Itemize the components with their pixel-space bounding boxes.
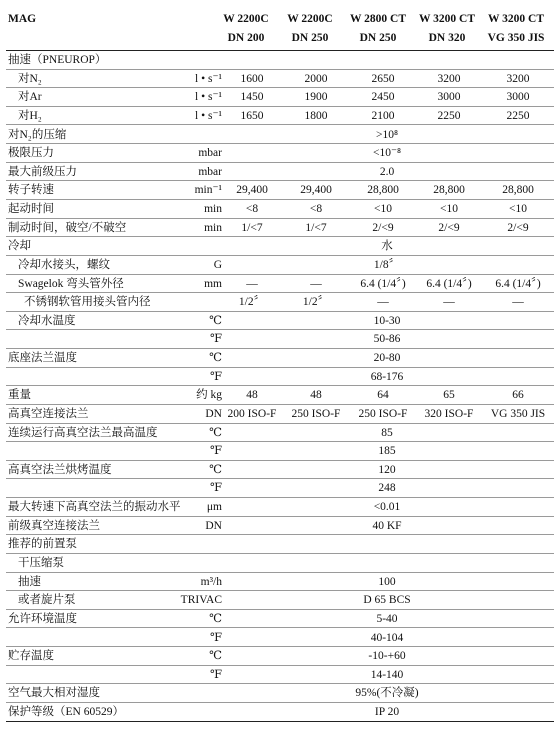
model-header-4: W 3200 CT DN 320 xyxy=(418,13,476,44)
spec-label: 高真空法兰烘烤温度 xyxy=(8,463,112,476)
spec-value-all-models: 248 xyxy=(378,482,396,495)
spec-value-all-models: 水 xyxy=(381,240,393,253)
spec-value-all-models: <10⁻⁸ xyxy=(372,147,402,160)
spec-label: 最大前级压力 xyxy=(8,165,77,178)
spec-unit: ℃ xyxy=(209,352,222,365)
spec-value: 64 xyxy=(377,389,389,402)
spec-row xyxy=(6,237,554,256)
spec-value: 48 xyxy=(246,389,258,402)
spec-value: 6.4 (1/4〞) xyxy=(426,277,472,290)
spec-value-all-models: 68-176 xyxy=(370,370,404,383)
spec-row xyxy=(6,219,554,238)
spec-label: 重量 xyxy=(8,389,31,402)
spec-label: 前级真空连接法兰 xyxy=(8,519,100,532)
spec-value: 1/<7 xyxy=(305,221,327,234)
spec-value: <10 xyxy=(374,203,392,216)
spec-unit: ℃ xyxy=(209,314,222,327)
spec-unit: ℃ xyxy=(209,650,222,663)
spec-value: 28,800 xyxy=(367,184,399,197)
spec-unit: l • s⁻¹ xyxy=(195,109,222,122)
spec-unit: ℉ xyxy=(209,482,222,495)
spec-row xyxy=(6,88,554,107)
spec-value: 1450 xyxy=(240,91,264,104)
spec-row xyxy=(6,293,554,312)
spec-label: 起动时间 xyxy=(8,203,54,216)
spec-value-all-models: <0.01 xyxy=(373,501,401,514)
spec-value: 66 xyxy=(512,389,524,402)
spec-value: 2/<9 xyxy=(372,221,394,234)
spec-value: 28,800 xyxy=(502,184,534,197)
spec-label: 推荐的前置泵 xyxy=(8,538,77,551)
spec-row xyxy=(6,610,554,629)
spec-value: — xyxy=(512,296,524,309)
model-header-3: W 2800 CT DN 250 xyxy=(349,13,407,44)
spec-label: 高真空连接法兰 xyxy=(8,407,89,420)
spec-value: 1600 xyxy=(240,72,264,85)
spec-value: — xyxy=(443,296,455,309)
spec-label: 允许环境温度 xyxy=(8,612,77,625)
spec-label: 对N₂ xyxy=(18,72,42,85)
spec-value-all-models: 185 xyxy=(378,445,396,458)
spec-unit xyxy=(166,51,222,69)
spec-unit: G xyxy=(213,258,222,271)
spec-row xyxy=(6,498,554,517)
spec-value: 2250 xyxy=(506,109,530,122)
spec-value: 1650 xyxy=(240,109,264,122)
spec-unit: m³/h xyxy=(200,575,222,588)
spec-value-all-models: 85 xyxy=(381,426,393,439)
spec-label: 极限压力 xyxy=(8,147,54,160)
spec-value: 3200 xyxy=(506,72,530,85)
spec-value-all-models xyxy=(220,554,554,572)
spec-value-all-models: 10-30 xyxy=(373,314,401,327)
spec-label: 干压缩泵 xyxy=(18,557,64,569)
spec-row xyxy=(6,163,554,182)
spec-label: 制动时间，破空/不破空 xyxy=(8,221,127,234)
spec-unit xyxy=(166,535,222,553)
spec-value-all-models: 120 xyxy=(378,463,396,476)
spec-row xyxy=(6,684,554,703)
spec-row xyxy=(6,442,554,461)
spec-row xyxy=(6,107,554,126)
spec-value-all-models: IP 20 xyxy=(374,706,400,719)
spec-unit: ℃ xyxy=(209,426,222,439)
spec-row xyxy=(6,200,554,219)
spec-label: 最大转速下高真空法兰的振动水平 xyxy=(8,501,181,514)
spec-value: 3000 xyxy=(437,91,461,104)
spec-value: <10 xyxy=(509,203,527,216)
spec-unit: DN xyxy=(205,407,222,420)
spec-row xyxy=(6,479,554,498)
spec-unit: min xyxy=(204,221,222,234)
spec-row xyxy=(6,126,554,145)
spec-label: 贮存温度 xyxy=(8,650,54,663)
spec-row xyxy=(6,591,554,610)
spec-label: 抽速 xyxy=(18,575,41,588)
spec-row xyxy=(6,330,554,349)
spec-value: 1/2〞 xyxy=(302,296,330,309)
spec-value: VG 350 JIS xyxy=(490,407,546,420)
spec-unit xyxy=(166,237,222,255)
spec-value: 48 xyxy=(310,389,322,402)
spec-row xyxy=(6,535,554,554)
spec-value-all-models: -10-+60 xyxy=(368,650,406,663)
spec-row xyxy=(6,51,554,70)
spec-unit: 约 kg xyxy=(196,389,222,402)
spec-row xyxy=(6,256,554,275)
spec-value: 3200 xyxy=(437,72,461,85)
spec-unit xyxy=(166,126,222,144)
spec-label: 连续运行高真空法兰最高温度 xyxy=(8,426,158,439)
spec-unit: DN xyxy=(205,519,222,532)
spec-value: — xyxy=(310,277,322,290)
spec-value: 2/<9 xyxy=(507,221,529,234)
spec-unit: mbar xyxy=(198,165,222,178)
spec-value: 28,800 xyxy=(433,184,465,197)
spec-unit xyxy=(166,684,222,702)
spec-unit xyxy=(166,554,222,572)
spec-label: 保护等级（EN 60529） xyxy=(8,706,124,719)
spec-unit: ℉ xyxy=(209,445,222,458)
spec-row xyxy=(6,424,554,443)
spec-value-all-models: >10⁸ xyxy=(376,128,398,141)
spec-label: 不锈钢软管用接头管内径 xyxy=(24,296,151,309)
spec-unit xyxy=(166,703,222,721)
spec-value-all-models: 14-140 xyxy=(370,668,404,681)
table-title: MAG xyxy=(8,13,37,25)
spec-label: 对N₂的压缩 xyxy=(8,128,67,141)
spec-row xyxy=(6,181,554,200)
spec-unit: TRIVAC xyxy=(180,594,222,607)
spec-unit: min⁻¹ xyxy=(194,184,222,197)
spec-value: 320 ISO-F xyxy=(424,407,474,420)
spec-value-all-models: 5-40 xyxy=(376,612,398,625)
spec-value: 29,400 xyxy=(236,184,268,197)
spec-value: <8 xyxy=(309,203,323,216)
spec-unit: ℃ xyxy=(209,463,222,476)
spec-label: 冷却 xyxy=(8,240,31,253)
spec-unit xyxy=(166,293,222,311)
spec-unit: min xyxy=(204,203,222,216)
spec-value: 1900 xyxy=(304,91,328,104)
spec-value: <8 xyxy=(245,203,259,216)
spec-label: 对Ar xyxy=(18,91,42,104)
spec-value: 1/<7 xyxy=(241,221,263,234)
spec-label: 底座法兰温度 xyxy=(8,352,77,365)
spec-row xyxy=(6,554,554,573)
spec-label: 对H₂ xyxy=(18,109,42,122)
spec-value: 6.4 (1/4〞) xyxy=(495,277,541,290)
spec-row xyxy=(6,573,554,592)
spec-row xyxy=(6,368,554,387)
spec-row xyxy=(6,144,554,163)
spec-row xyxy=(6,703,554,722)
spec-value: 65 xyxy=(443,389,455,402)
spec-row xyxy=(6,70,554,89)
spec-value: — xyxy=(246,277,258,290)
spec-value: 1800 xyxy=(304,109,328,122)
spec-label: 冷却水温度 xyxy=(18,314,76,327)
spec-row xyxy=(6,312,554,331)
spec-unit: μm xyxy=(206,501,222,514)
spec-value-all-models: 1/8〞 xyxy=(373,258,401,271)
spec-row xyxy=(6,386,554,405)
spec-value-all-models: 50-86 xyxy=(373,333,401,346)
spec-unit: ℉ xyxy=(209,333,222,346)
spec-value: 2/<9 xyxy=(438,221,460,234)
spec-value-all-models: 2.0 xyxy=(379,165,395,178)
spec-value: 250 ISO-F xyxy=(291,407,341,420)
spec-value-all-models: 40-104 xyxy=(370,631,404,644)
spec-value: 200 ISO-F xyxy=(227,407,277,420)
spec-value: 1/2〞 xyxy=(238,296,266,309)
model-header-1: W 2200C DN 200 xyxy=(223,13,269,44)
spec-label: 空气最大相对湿度 xyxy=(8,687,100,700)
spec-row xyxy=(6,349,554,368)
spec-value: 250 ISO-F xyxy=(358,407,408,420)
spec-unit: ℃ xyxy=(209,612,222,625)
spec-value-all-models: 100 xyxy=(378,575,396,588)
spec-value-all-models: 95%(不冷凝) xyxy=(355,687,419,700)
model-header-2: W 2200C DN 250 xyxy=(287,13,333,44)
spec-unit: ℉ xyxy=(209,370,222,383)
spec-unit: ℉ xyxy=(209,668,222,681)
spec-value: 3000 xyxy=(506,91,530,104)
spec-value-all-models: 40 KF xyxy=(372,519,402,532)
spec-value: 29,400 xyxy=(300,184,332,197)
spec-value: 2450 xyxy=(371,91,395,104)
spec-value-all-models: D 65 BCS xyxy=(363,594,411,607)
spec-value: 2000 xyxy=(304,72,328,85)
spec-value: 2650 xyxy=(371,72,395,85)
spec-row xyxy=(6,405,554,424)
spec-unit: mbar xyxy=(198,147,222,160)
spec-label: Swagelok 弯头管外径 xyxy=(18,277,124,290)
spec-row xyxy=(6,461,554,480)
spec-row xyxy=(6,517,554,536)
spec-value: <10 xyxy=(440,203,458,216)
spec-unit: mm xyxy=(204,277,222,290)
spec-unit: ℉ xyxy=(209,631,222,644)
spec-unit: l • s⁻¹ xyxy=(195,91,222,104)
spec-value-all-models: 20-80 xyxy=(373,352,401,365)
model-header-5: W 3200 CT VG 350 JIS xyxy=(487,13,545,44)
spec-label: 或者旋片泵 xyxy=(18,594,76,607)
spec-row xyxy=(6,647,554,666)
spec-value: 2250 xyxy=(437,109,461,122)
spec-row xyxy=(6,666,554,685)
spec-value: 2100 xyxy=(371,109,395,122)
spec-label: 转子转速 xyxy=(8,184,54,197)
spec-value: 6.4 (1/4〞) xyxy=(360,277,406,290)
spec-value: — xyxy=(377,296,389,309)
spec-unit: l • s⁻¹ xyxy=(195,72,222,85)
spec-label: 冷却水接头，螺纹 xyxy=(18,258,110,271)
spec-label: 抽速（PNEUROP） xyxy=(8,54,107,66)
spec-row xyxy=(6,629,554,648)
spec-row xyxy=(6,275,554,294)
spec-value-all-models xyxy=(220,535,554,553)
